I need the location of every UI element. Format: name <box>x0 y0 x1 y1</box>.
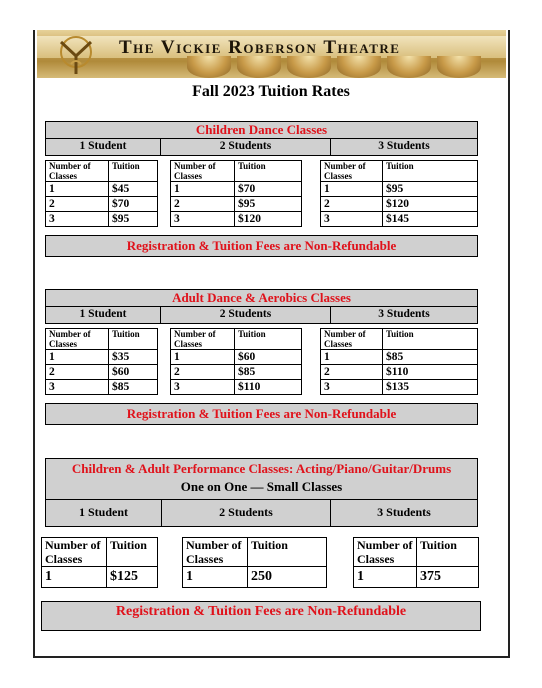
col-header-classes: Number of Classes <box>354 538 417 567</box>
col-header-classes: Number of Classes <box>171 161 235 182</box>
col-header-classes: Number of Classes <box>321 161 383 182</box>
table-cell: 1 <box>171 182 235 197</box>
table-cell: $135 <box>383 380 478 395</box>
theatre-logo-icon <box>53 34 99 76</box>
children-section-title: Children Dance Classes <box>45 121 478 139</box>
performance-title: Children & Adult Performance Classes: Acting/Piano/Guitar/Drums <box>71 461 452 476</box>
table-cell: 1 <box>183 567 248 588</box>
children-refund-note: Registration & Tuition Fees are Non-Refundable <box>45 235 478 257</box>
group-1-student: 1 Student <box>46 307 161 323</box>
table-cell: 2 <box>321 197 383 212</box>
table-cell: $95 <box>383 182 478 197</box>
table-cell: $110 <box>383 365 478 380</box>
table-cell: $125 <box>107 567 158 588</box>
col-header-classes: Number of Classes <box>42 538 107 567</box>
col-header-classes: Number of Classes <box>46 329 109 350</box>
table-cell: $95 <box>235 197 302 212</box>
group-2-students: 2 Students <box>161 139 331 155</box>
col-header-tuition: Tuition <box>109 329 158 350</box>
adult-refund-note: Registration & Tuition Fees are Non-Refundable <box>45 403 478 425</box>
table-cell: $120 <box>235 212 302 227</box>
table-cell: 1 <box>46 350 109 365</box>
performance-rates-table <box>41 537 479 588</box>
theatre-banner <box>37 30 506 78</box>
performance-refund-note: Registration & Tuition Fees are Non-Refundable <box>41 601 481 631</box>
col-header-classes: Number of Classes <box>46 161 109 182</box>
table-cell: $85 <box>109 380 158 395</box>
table-cell: 1 <box>321 350 383 365</box>
table-row <box>46 350 478 365</box>
col-header-tuition: Tuition <box>248 538 327 567</box>
children-rates-table <box>45 160 478 227</box>
col-header-classes: Number of Classes <box>171 329 235 350</box>
table-cell: 2 <box>321 365 383 380</box>
table-cell: 2 <box>46 197 109 212</box>
table-cell: 1 <box>42 567 107 588</box>
page-title: Fall 2023 Tuition Rates <box>192 83 350 100</box>
table-cell: 3 <box>171 380 235 395</box>
table-cell: $60 <box>235 350 302 365</box>
table-cell: $60 <box>109 365 158 380</box>
table-row <box>46 197 478 212</box>
table-cell: $110 <box>235 380 302 395</box>
table-cell: 3 <box>46 380 109 395</box>
group-3-students: 3 Students <box>378 308 430 320</box>
table-cell: 3 <box>321 212 383 227</box>
performance-section-title <box>45 458 478 500</box>
col-header-tuition: Tuition <box>235 161 302 182</box>
table-row <box>46 182 478 197</box>
table-cell: $85 <box>235 365 302 380</box>
adult-rates-table <box>45 328 478 395</box>
col-header-tuition: Tuition <box>417 538 479 567</box>
col-header-tuition: Tuition <box>235 329 302 350</box>
col-header-tuition: Tuition <box>109 161 158 182</box>
table-cell: 3 <box>46 212 109 227</box>
performance-student-groups <box>45 500 478 527</box>
table-cell: 2 <box>46 365 109 380</box>
table-cell: 2 <box>171 365 235 380</box>
group-3-students: 3 Students <box>378 140 430 152</box>
group-2-students: 2 Students <box>162 500 331 526</box>
table-cell: $120 <box>383 197 478 212</box>
children-student-groups <box>45 139 478 156</box>
table-cell: 3 <box>171 212 235 227</box>
table-cell: $85 <box>383 350 478 365</box>
col-header-tuition: Tuition <box>383 329 478 350</box>
col-header-tuition: Tuition <box>107 538 158 567</box>
group-2-students: 2 Students <box>161 307 331 323</box>
table-cell: 1 <box>321 182 383 197</box>
banner-title: The Vickie Roberson Theatre <box>119 37 401 58</box>
table-cell: 3 <box>321 380 383 395</box>
table-cell: 1 <box>354 567 417 588</box>
table-cell: $145 <box>383 212 478 227</box>
table-cell: 250 <box>248 567 327 588</box>
group-1-student: 1 Student <box>46 139 161 155</box>
table-cell: $95 <box>109 212 158 227</box>
table-cell: $70 <box>235 182 302 197</box>
table-cell: $35 <box>109 350 158 365</box>
table-row <box>42 567 479 588</box>
group-3-students: 3 Students <box>377 505 431 519</box>
table-cell: $70 <box>109 197 158 212</box>
group-1-student: 1 Student <box>46 500 162 526</box>
table-cell: 1 <box>46 182 109 197</box>
adult-student-groups <box>45 307 478 324</box>
table-row <box>46 380 478 395</box>
col-header-classes: Number of Classes <box>321 329 383 350</box>
table-cell: 375 <box>417 567 479 588</box>
col-header-tuition: Tuition <box>383 161 478 182</box>
table-row <box>46 365 478 380</box>
adult-section-title: Adult Dance & Aerobics Classes <box>45 289 478 307</box>
table-row <box>46 212 478 227</box>
table-cell: $45 <box>109 182 158 197</box>
table-cell: 1 <box>171 350 235 365</box>
col-header-classes: Number of Classes <box>183 538 248 567</box>
table-cell: 2 <box>171 197 235 212</box>
performance-subtitle: One on One — Small Classes <box>180 479 343 494</box>
